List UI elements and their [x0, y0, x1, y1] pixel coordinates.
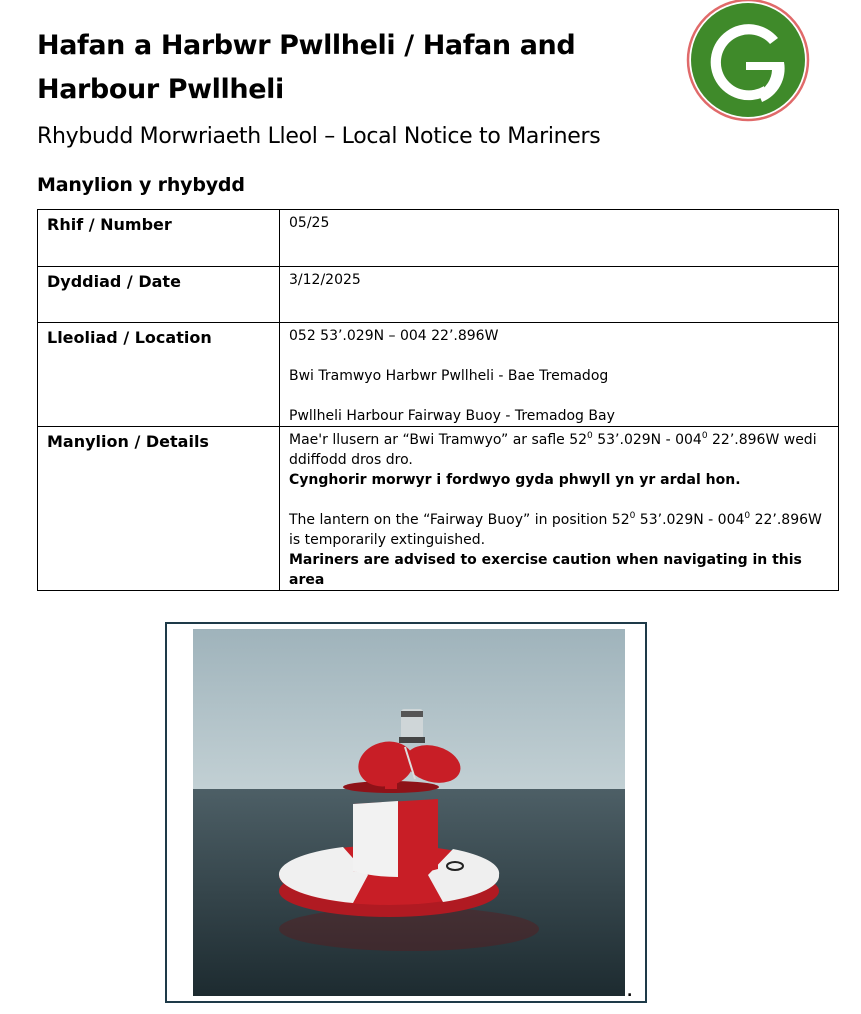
details-english-caution: Mariners are advised to exercise caution when navigating in this area: [289, 552, 802, 588]
section-heading: Manylion y rhybydd: [37, 174, 245, 196]
location-welsh: Bwi Tramwyo Harbwr Pwllheli - Bae Tremadog: [289, 368, 609, 384]
row-label-location: Lleoliad / Location: [38, 323, 280, 427]
row-value-location: [280, 323, 839, 427]
notice-details-table: [37, 209, 839, 591]
table-row: [38, 210, 839, 267]
table-row: [38, 427, 839, 591]
details-welsh: Mae'r llusern ar “Bwi Tramwyo” ar safle $52^0$ 53’.029N - $004^0$ 22’.896W wedi ddiffodd dros dro.: [289, 431, 817, 468]
green-circle-logo-icon: [686, 0, 810, 122]
row-value-number: 05/25: [280, 210, 839, 267]
page-title: Hafan a Harbwr Pwllheli / Hafan and Harbour Pwllheli: [37, 30, 576, 105]
table-row: [38, 267, 839, 323]
notice-subtitle: Rhybudd Morwriaeth Lleol – Local Notice to Mariners: [37, 124, 601, 149]
row-label-details: Manylion / Details: [38, 427, 280, 591]
location-coordinates: 052 53’.029N – 004 22’.896W: [289, 328, 499, 344]
row-label-date: Dyddiad / Date: [38, 267, 280, 323]
row-label-number: Rhif / Number: [38, 210, 280, 267]
details-welsh-caution: Cynghorir morwyr i fordwyo gyda phwyll yn yr ardal hon.: [289, 472, 741, 488]
location-english: Pwllheli Harbour Fairway Buoy - Tremadog Bay: [289, 408, 615, 424]
row-value-date: 3/12/2025: [280, 267, 839, 323]
details-english: The lantern on the “Fairway Buoy” in position $52^0$ 53’.029N - $004^0$ 22’.896W is temporarily extinguished.: [289, 511, 822, 548]
table-row: [38, 323, 839, 427]
fairway-buoy-photo-icon: [193, 629, 625, 996]
row-value-details: [280, 427, 839, 591]
trailing-mark: .: [627, 984, 633, 1000]
